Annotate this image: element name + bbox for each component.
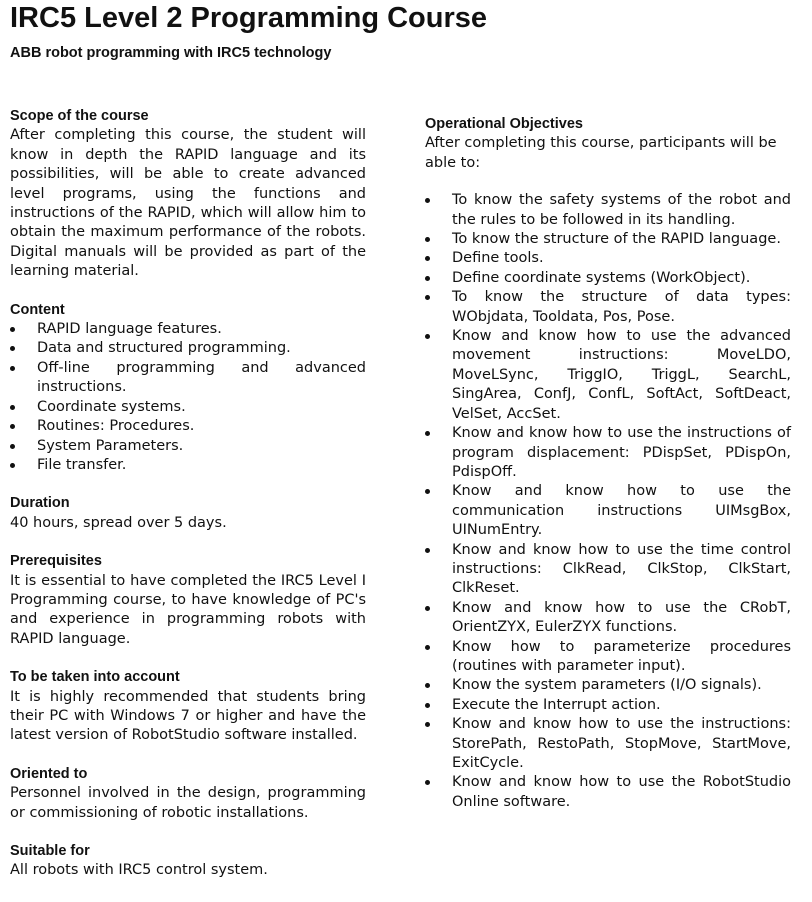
scope-section [10,107,366,282]
list-item [425,327,791,424]
right-column [425,115,791,812]
bullet-icon [10,444,15,449]
list-item [10,398,366,417]
objectives-intro: After completing this course, participants will be able to: [425,135,777,171]
bullet-icon [425,722,430,727]
list-item [10,456,366,475]
bullet-icon [425,780,430,785]
oriented-section [10,765,366,823]
to-be-taken-heading: To be taken into account [10,669,180,686]
bullet-icon [425,276,430,281]
list-item [425,773,791,812]
list-item-text: File transfer. [37,456,127,473]
content-list [10,320,366,475]
bullet-icon [425,645,430,650]
list-item [10,320,366,339]
content-section [10,301,366,476]
list-item [425,676,791,695]
list-item-text: Know the system parameters (I/O signals). [452,677,762,694]
list-item [425,230,791,249]
list-item-text: To know the structure of the RAPID language. [452,231,781,248]
suitable-text: All robots with IRC5 control system. [10,862,268,879]
list-item [425,482,791,540]
list-item-text: To know the structure of data types: WObjdata, Tooldata, Pos, Pose. [452,289,791,325]
list-item-text: Coordinate systems. [37,398,186,415]
duration-text: 40 hours, spread over 5 days. [10,514,227,531]
list-item [10,359,366,398]
prerequisites-heading: Prerequisites [10,553,102,570]
bullet-icon [425,703,430,708]
oriented-text: Personnel involved in the design, programming or commissioning of robotic installations. [10,785,366,821]
page-title: IRC5 Level 2 Programming Course [10,2,488,34]
list-item-text: Know and know how to use the advanced movement instructions: MoveLDO, MoveLSync, TriggIO, TriggL, SearchL, SingArea, ConfJ, ConfL, SoftAct, SoftDeact, VelSet, AccSet. [452,328,791,422]
bullet-icon [425,431,430,436]
list-item [425,269,791,288]
prerequisites-text: It is essential to have completed the IRC5 Level I Programming course, to have knowledge of PC's and experience in programming robots with RAPID language. [10,572,366,647]
list-item-text: Data and structured programming. [37,340,291,357]
prerequisites-section [10,552,366,649]
duration-heading: Duration [10,495,70,512]
bullet-icon [425,548,430,553]
duration-section [10,494,366,533]
list-item [10,437,366,456]
bullet-icon [425,295,430,300]
objectives-list [425,191,791,812]
list-item [10,339,366,358]
list-item-text: Know and know how to use the instructions: StorePath, RestoPath, StopMove, StartMove, ExitCycle. [452,716,791,771]
bullet-icon [10,405,15,410]
list-item [425,249,791,268]
page-subtitle: ABB robot programming with IRC5 technology [10,45,332,61]
bullet-icon [10,327,15,332]
list-item-text: Off-line programming and advanced instructions. [37,359,366,396]
list-item-text: Know and know how to use the instructions of program displacement: PDispSet, PDispOn, PdispOff. [452,425,791,480]
list-item-text: Execute the Interrupt action. [452,696,661,713]
suitable-section [10,842,366,881]
scope-text: After completing this course, the student will know in depth the RAPID language and its possibilities, will be able to create advanced level programs, using the functions and instructions of the RAPID, which will allow him to obtain the maximum performance of the robots. Digital manuals will be provided as part of the learning material. [10,127,366,280]
suitable-heading: Suitable for [10,843,90,859]
list-item [425,541,791,599]
list-item-text: Define coordinate systems (WorkObject). [452,269,751,286]
to-be-taken-section [10,668,366,746]
bullet-icon [10,463,15,468]
objectives-heading: Operational Objectives [425,116,583,132]
list-item [425,191,791,230]
list-item-text: To know the safety systems of the robot and the rules to be followed in its handling. [452,192,791,228]
bullet-icon [10,366,15,371]
list-item-text: Know how to parameterize procedures (routines with parameter input). [452,638,791,674]
scope-heading: Scope of the course [10,108,149,124]
content-heading: Content [10,301,65,318]
list-item-text: Define tools. [452,250,544,267]
list-item [425,715,791,773]
list-item-text: Know and know how to use the communication instructions UIMsgBox, UINumEntry. [452,483,791,539]
list-item-text: System Parameters. [37,437,184,454]
bullet-icon [425,489,430,494]
bullet-icon [10,424,15,429]
list-item [425,288,791,327]
bullet-icon [425,334,430,339]
to-be-taken-text: It is highly recommended that students bring their PC with Windows 7 or higher and have the latest version of RobotStudio software installed. [10,688,366,744]
bullet-icon [425,237,430,242]
list-item-text: Know and know how to use the time control instructions: ClkRead, ClkStop, ClkStart, ClkReset. [452,541,791,597]
list-item [10,417,366,436]
list-item-text: Know and know how to use the CRobT, OrientZYX, EulerZYX functions. [452,599,791,636]
list-item [425,424,791,482]
bullet-icon [425,198,430,203]
bullet-icon [10,346,15,351]
list-item [425,638,791,677]
list-item-text: RAPID language features. [37,321,222,338]
list-item [425,696,791,715]
bullet-icon [425,256,430,261]
bullet-icon [425,683,430,688]
list-item-text: Know and know how to use the RobotStudio Online software. [452,774,791,810]
list-item [425,599,791,638]
oriented-heading: Oriented to [10,765,88,782]
bullet-icon [425,606,430,611]
left-column [10,107,366,900]
list-item-text: Routines: Procedures. [37,418,195,435]
